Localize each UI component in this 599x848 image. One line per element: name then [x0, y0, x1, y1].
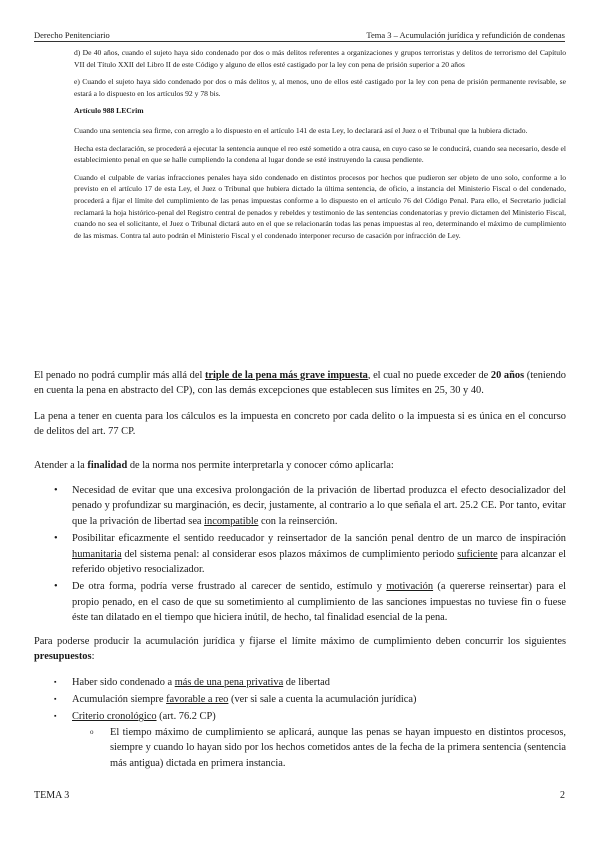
list-item: [72, 725, 566, 771]
text: para alcanzar el referido objetivo resocializador.: [72, 548, 566, 576]
article-paragraph-3: Cuando el culpable de varias infracciones penales haya sido condenado en distintos procesos por hechos que pudieron ser objeto de uno solo, conforme a lo previsto en el artículo 17 de esta Ley, el Juez o Tribunal que hubiera dictado la última sentencia, de oficio, a instancia del Ministerio Fiscal o del condenado, procederá a fijar el límite del cumplimiento de las penas impuestas conforme a lo dispuesto en el artículo 76 del Código Penal. Para ello, el Secretario judicial reclamará la hoja histórico-penal del Registro central de penados y rebeldes y testimonio de las sentencias condenatorias y previo dictamen del Ministerio Fiscal, cuando no sea el solicitante, el Juez o Tribunal dictará auto en el que se relacionarán todas las penas impuestas al reo, determinando el máximo de cumplimiento de las mismas. Contra tal auto podrán el Ministerio Fiscal y el condenado interponer recurso de casación por infracción de Ley.: [74, 172, 566, 240]
article-paragraph-1: Cuando una sentencia sea firme, con arreglo a lo dispuesto en el artículo 141 de esta Ley, lo declarará así el Juez o el Tribunal que la hubiera dictado.: [74, 125, 528, 135]
emphasis: triple de la pena más grave impuesta: [204, 370, 368, 381]
emphasis: 20 años: [490, 370, 525, 381]
article-paragraph-2: Hecha esta declaración, se procederá a ejecutar la sentencia aunque el reo esté sometido a otra causa, en cuyo caso se le conducirá, cuando sea necesario, desde el establecimiento penal en que se halle cumpliendo la condena al lugar donde se esté instruyendo la causa pendiente.: [74, 143, 566, 165]
footer-left: TEMA 3: [34, 790, 70, 801]
emphasis: motivación: [386, 581, 434, 593]
list-item: [34, 531, 566, 577]
emphasis: finalidad: [87, 459, 128, 471]
bullet-icon: •: [54, 533, 58, 545]
article-title: Artículo 988 LECrim: [74, 106, 144, 116]
list-item: [34, 579, 566, 625]
header-right: Tema 3 – Acumulación jurídica y refundición de condenas: [366, 30, 565, 40]
emphasis: presupuestos: [34, 651, 92, 663]
text: con la reinserción.: [258, 515, 338, 527]
square-bullet-icon: ▪: [54, 694, 57, 703]
text: Para poderse producir la acumulación jurídica y fijarse el límite máximo de cumplimiento deben concurrir los siguientes: [34, 635, 566, 647]
text: de la norma nos permite interpretarla y conocer cómo aplicarla:: [127, 459, 394, 471]
quote-paragraph-e: e) Cuando el sujeto haya sido condenado por dos o más delitos y, al menos, uno de ellos esté castigado por la ley con pena de prisión permanente revisable, se estará a lo dispuesto en los artículos 92 y 78 bis.: [74, 77, 566, 98]
square-bullet-icon: ▪: [54, 677, 57, 686]
list-item: [34, 709, 566, 771]
criterio-sublist: [72, 725, 566, 771]
emphasis: humanitaria: [72, 548, 122, 560]
list-item: [34, 483, 566, 529]
text: De otra forma, podría verse frustrado al carecer de sentido, estímulo y: [72, 581, 387, 593]
text: Atender a la: [34, 459, 88, 471]
paragraph-triple-limit: [34, 368, 566, 399]
paragraph-finalidad: [34, 458, 566, 473]
emphasis: Criterio cronológico: [72, 711, 157, 723]
bullet-icon: •: [54, 485, 58, 497]
circle-bullet-icon: o: [90, 727, 94, 736]
list-item: [34, 692, 566, 707]
square-bullet-icon: ▪: [54, 712, 57, 721]
text: (art. 76.2 CP): [156, 711, 216, 723]
text: (a quererse reinsertar) para el propio penado, en el caso de que su sometimiento al cumplimiento de las sanciones impuestas no tuviese fin o fuese éste tan dilatado en el tiempo que hiciera inútil, de hecho, tal finalidad esencial de la pena.: [72, 581, 566, 624]
text: El tiempo máximo de cumplimiento se aplicará, aunque las penas se hayan impuesto en distintos procesos, siempre y cuando lo hayan sido por los hechos cometidos antes de la fecha de la primera sentencia (sentencia más antigua) dictada en primera instancia.: [110, 726, 566, 769]
emphasis: favorable a reo: [166, 693, 229, 705]
text: El penado no podrá cumplir más allá del: [34, 370, 205, 381]
main-body: [34, 368, 566, 779]
paragraph-pena-calculo: La pena a tener en cuenta para los cálculos es la impuesta en concreto por cada delito o la impuesta si es única en el concurso de delitos del art. 77 CP.: [34, 410, 566, 438]
list-item: [34, 675, 566, 690]
text: del sistema penal: al considerar esos plazos máximos de cumplimiento periodo: [121, 548, 458, 560]
text: (teniendo en cuenta la pena en abstracto del CP), con las demás excepciones que establecen sus límites en 25, 30 y 40.: [34, 370, 566, 397]
text: Necesidad de evitar que una excesiva prolongación de la privación de libertad produzca el efecto desocializador del penado y profundizar su marginación, es decir, justamente, al contrario a lo que señala el art. 25.2 CE. Por tanto, evitar que la privación de libertad sea: [72, 485, 566, 527]
text: Posibilitar eficazmente el sentido reeducador y reinsertador de la sanción penal dentro de un marco de inspiración: [72, 533, 566, 545]
header-left: Derecho Penitenciario: [34, 30, 110, 40]
presupuestos-list: [34, 675, 566, 771]
finalidad-list: [34, 483, 566, 626]
emphasis: más de una pena privativa: [174, 676, 284, 688]
text: (ver si sale a cuenta la acumulación jurídica): [228, 693, 417, 705]
text: Acumulación siempre: [72, 693, 167, 705]
emphasis: suficiente: [457, 548, 498, 560]
page-footer: [34, 790, 565, 801]
page-number: 2: [560, 790, 565, 801]
quote-paragraph-d: d) De 40 años, cuando el sujeto haya sido condenado por dos o más delitos referentes a organizaciones y grupos terroristas y delitos de terrorismo del Capítulo VII del Título XXII del Libro II de este Código y alguno de ellos esté castigado por la ley con pena de prisión superior a 20 años: [74, 48, 566, 69]
paragraph-presupuestos: [34, 634, 566, 665]
page-header: [34, 26, 565, 42]
legal-quote-block: [74, 47, 566, 247]
emphasis: incompatible: [204, 515, 259, 527]
text: :: [91, 651, 95, 663]
bullet-icon: •: [54, 581, 58, 593]
text: Haber sido condenado a: [72, 676, 175, 688]
text: , el cual no puede exceder de: [367, 370, 491, 381]
text: de libertad: [283, 676, 330, 688]
